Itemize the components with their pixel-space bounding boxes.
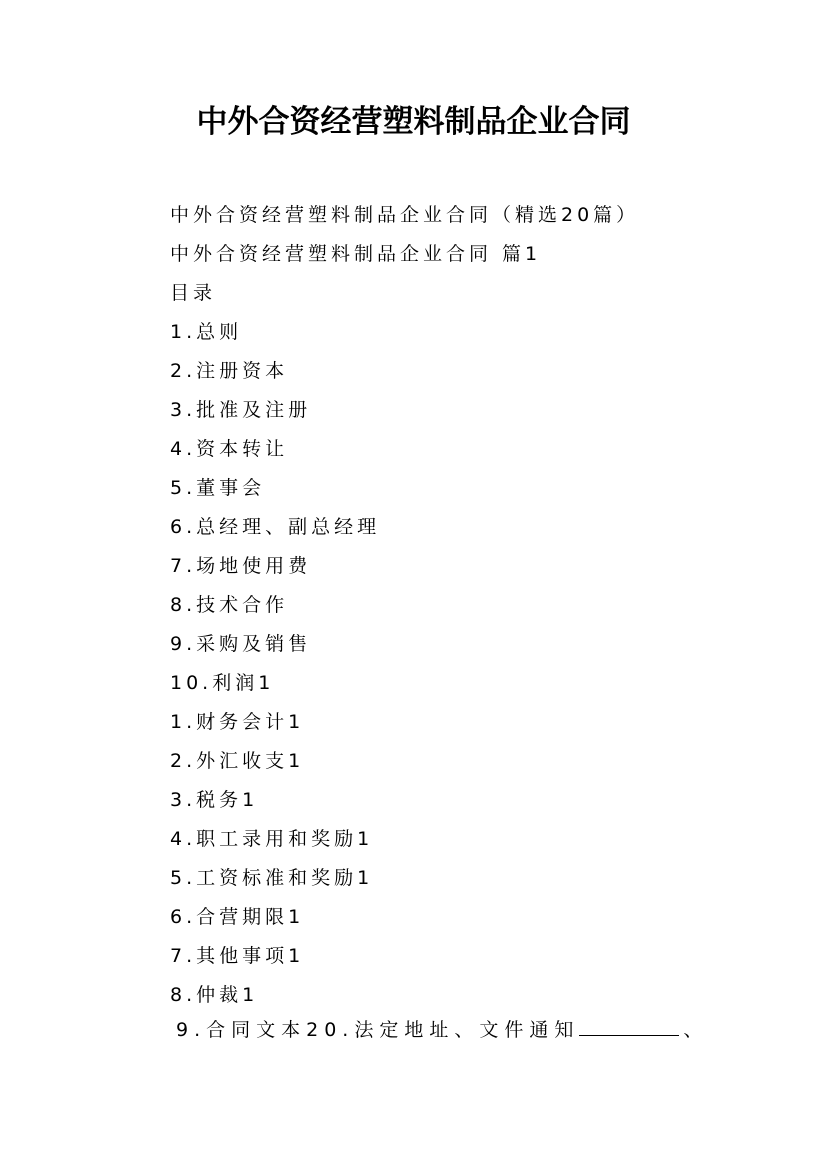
toc-item: 9.采购及销售	[170, 633, 312, 655]
toc-item: 2.注册资本	[170, 360, 289, 382]
toc-item: 7.场地使用费	[170, 555, 312, 577]
toc-heading: 目录	[170, 282, 217, 304]
toc-item: 3.批准及注册	[170, 399, 312, 421]
toc-item: 4.资本转让	[170, 438, 289, 460]
last-toc-line	[176, 1011, 708, 1050]
fill-in-blank	[579, 1015, 679, 1036]
subtitle-line: 中外合资经营塑料制品企业合同（精选20篇）	[170, 204, 640, 226]
toc-item: 3.税务1	[170, 789, 259, 811]
toc-item: 7.其他事项1	[170, 945, 305, 967]
toc-item: 6.总经理、副总经理	[170, 516, 381, 538]
toc-item: 8.仲裁1	[170, 984, 259, 1006]
toc-item: 2.外汇收支1	[170, 750, 305, 772]
toc-item: 10.利润1	[170, 672, 275, 694]
toc-item: 6.合营期限1	[170, 906, 305, 928]
toc-item: 4.职工录用和奖励1	[170, 828, 374, 850]
toc-item: 5.董事会	[170, 477, 266, 499]
toc-item: 8.技术合作	[170, 594, 289, 616]
section-heading: 中外合资经营塑料制品企业合同 篇1	[170, 243, 542, 265]
toc-item: 5.工资标准和奖励1	[170, 867, 374, 889]
contents-list	[170, 196, 639, 1015]
document-title: 中外合资经营塑料制品企业合同	[196, 104, 631, 140]
toc-item: 1.总则	[170, 321, 243, 343]
toc-item: 1.财务会计1	[170, 711, 305, 733]
last-line-text: 9.合同文本20.法定地址、文件通知	[176, 1019, 580, 1041]
last-line-suffix: 、	[683, 1019, 709, 1041]
